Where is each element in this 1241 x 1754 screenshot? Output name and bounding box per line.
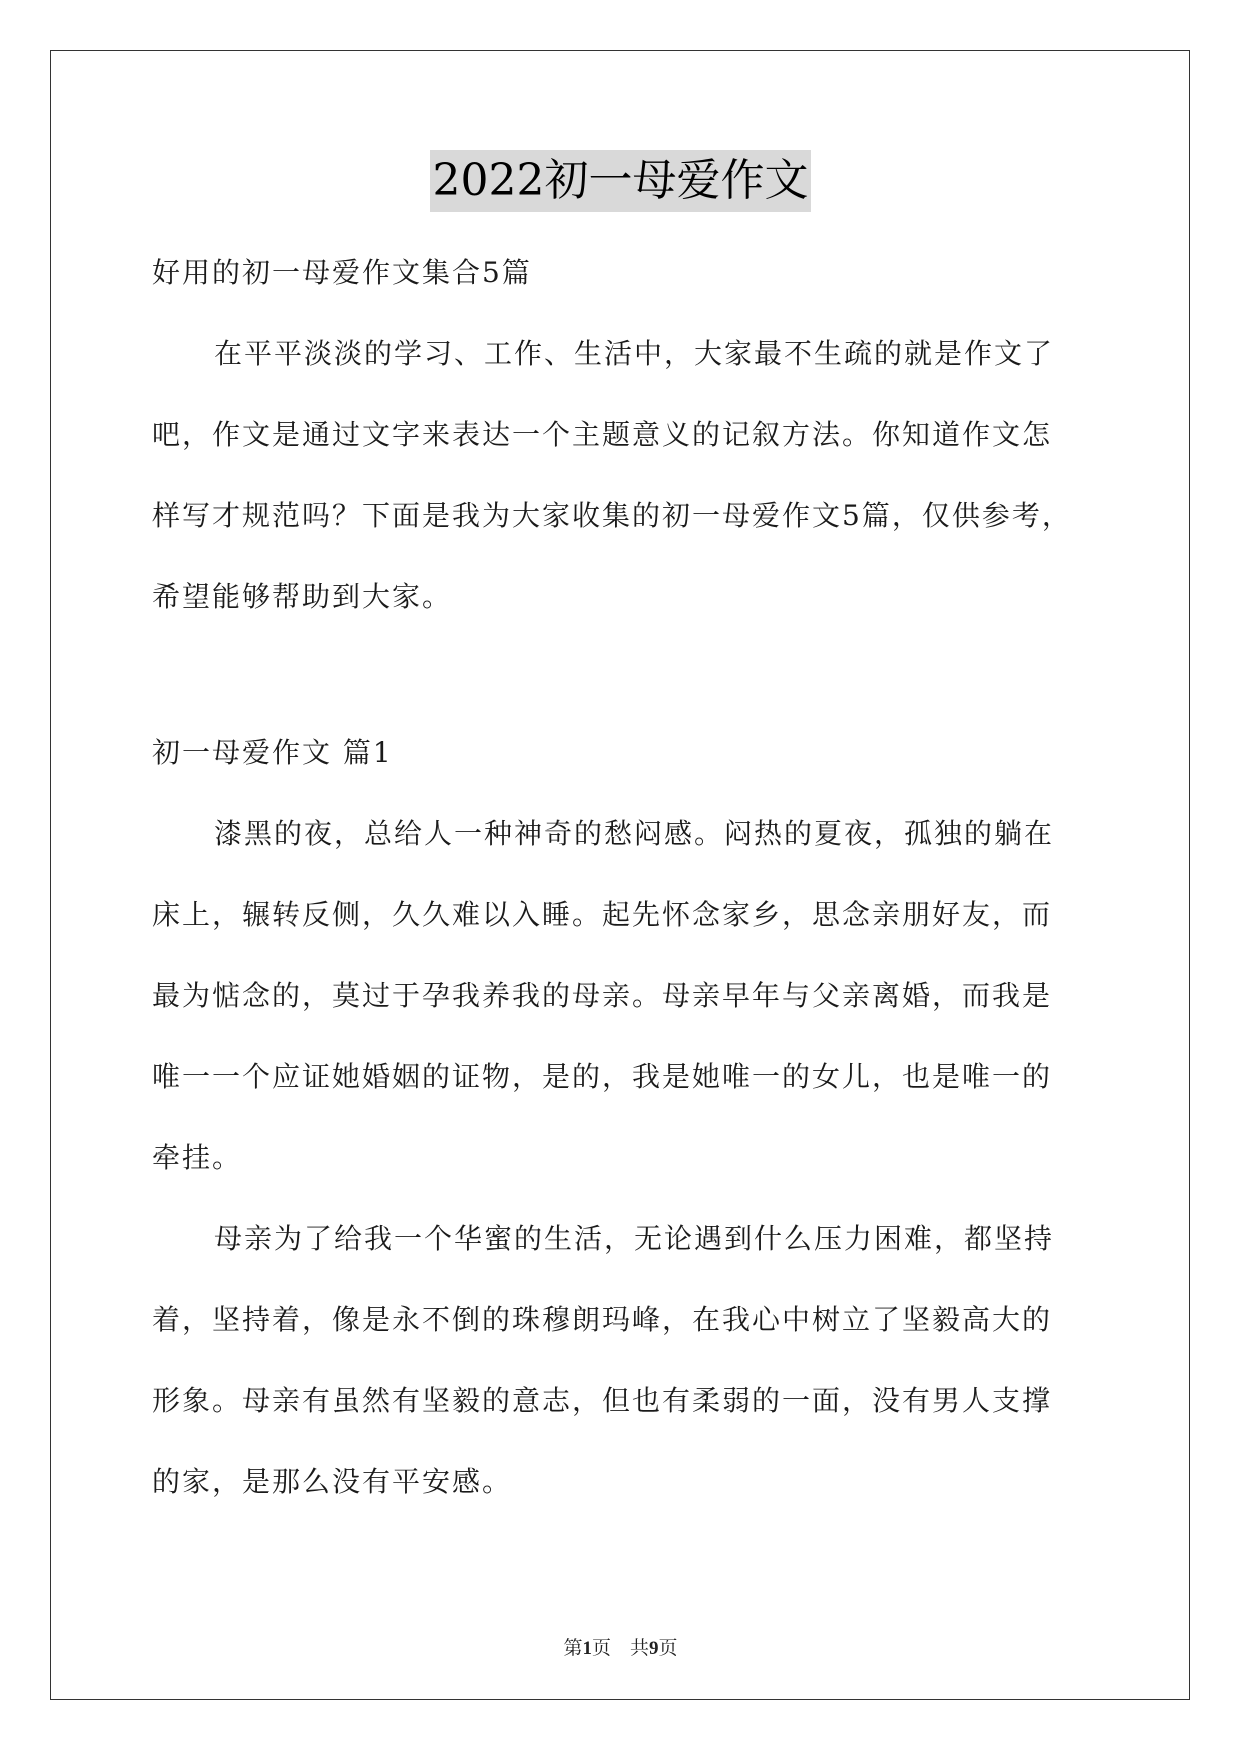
footer-suffix: 页 [658,1638,678,1659]
paragraph-line: 床上，辗转反侧，久久难以入睡。起先怀念家乡，思念亲朋好友，而 [152,898,1053,931]
intro-line: 希望能够帮助到大家。 [152,580,453,613]
document-body [152,232,1102,1522]
section-spacer [152,637,1102,712]
current-page-number: 1 [582,1638,592,1659]
paragraph-line: 母亲为了给我一个华蜜的生活，无论遇到什么压力困难，都坚持 [214,1222,1055,1255]
footer-middle: 页 共 [591,1638,649,1659]
paragraph-line: 形象。母亲有虽然有坚毅的意志，但也有柔弱的一面，没有男人支撑 [152,1384,1053,1417]
document-title: 2022初一母爱作文 [430,150,812,212]
paragraph-line: 唯一一个应证她婚姻的证物，是的，我是她唯一的女儿，也是唯一的 [152,1060,1053,1093]
paragraph-line: 漆黑的夜，总给人一种神奇的愁闷感。闷热的夏夜，孤独的躺在 [214,817,1055,850]
total-pages-number: 9 [649,1638,659,1659]
page-footer [0,1633,1241,1660]
document-subtitle: 好用的初一母爱作文集合5篇 [152,256,532,289]
footer-prefix: 第 [563,1638,583,1659]
title-wrapper [0,150,1241,212]
section-heading: 初一母爱作文 篇1 [152,736,393,769]
paragraph-line: 最为惦念的，莫过于孕我养我的母亲。母亲早年与父亲离婚，而我是 [152,979,1053,1012]
intro-line: 在平平淡淡的学习、工作、生活中，大家最不生疏的就是作文了 [214,337,1055,370]
intro-line: 样写才规范吗？下面是我为大家收集的初一母爱作文5篇，仅供参考， [152,499,1072,532]
paragraph-line: 着，坚持着，像是永不倒的珠穆朗玛峰，在我心中树立了坚毅高大的 [152,1303,1053,1336]
paragraph-line: 牵挂。 [152,1141,243,1174]
paragraph-line: 的家，是那么没有平安感。 [152,1465,513,1498]
intro-line: 吧，作文是通过文字来表达一个主题意义的记叙方法。你知道作文怎 [152,418,1053,451]
